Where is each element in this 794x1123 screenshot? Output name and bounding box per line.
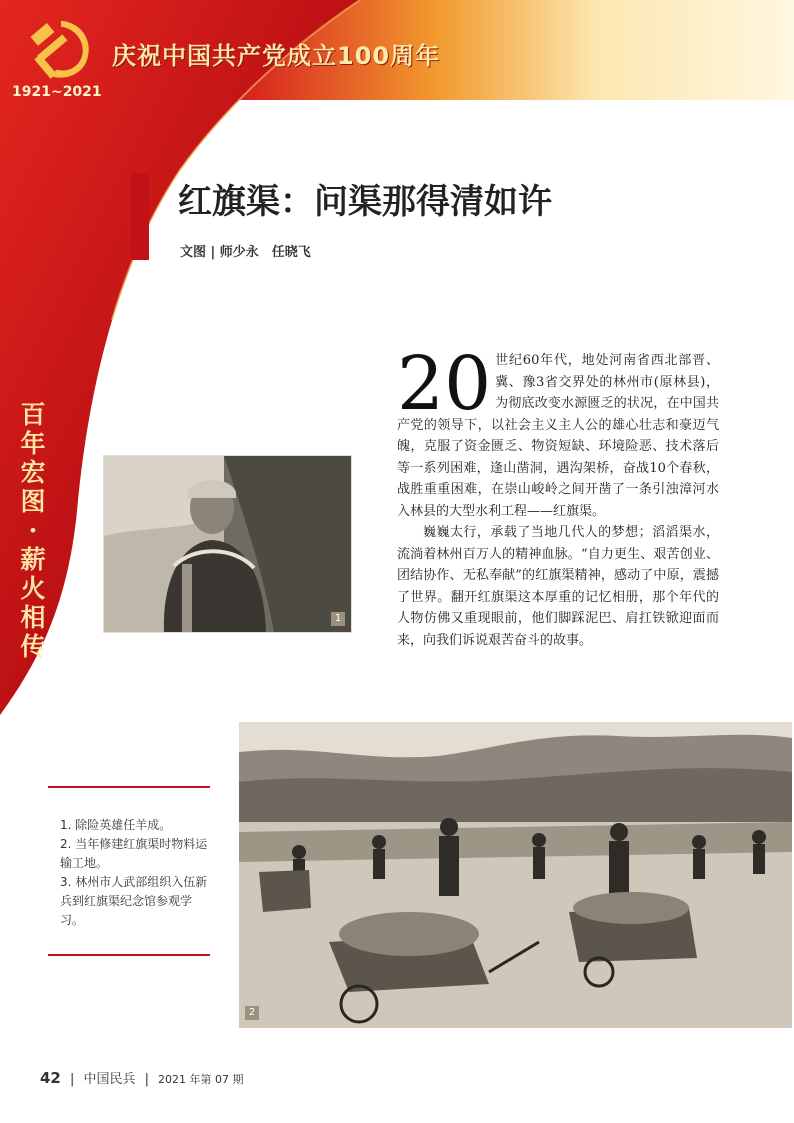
caption-bottom-rule — [48, 954, 210, 956]
construction-site-illustration — [239, 722, 792, 1028]
paragraph-2: 巍巍太行，承载了当地几代人的梦想；滔滔渠水，流淌着林州百万人的精神血脉。“自力更生、艰苦创业、团结协作、无私奉献”的红旗渠精神，感动了中原，震撼了世界。翻开红旗渠这本厚重的记忆相册，那个年代的人物仿佛又重现眼前，他们脚踩泥巴、肩扛铁锨迎面而来，向我们诉说艰苦奋斗的故事。 — [397, 525, 719, 648]
title-accent-bar — [131, 173, 149, 260]
page-footer — [40, 1068, 244, 1087]
photo-hero-portrait — [103, 455, 352, 633]
photo1-badge: 1 — [331, 612, 345, 626]
footer-separator: | — [69, 1072, 75, 1087]
banner-title: 庆祝中国共产党成立100周年 — [112, 42, 441, 70]
article-body — [397, 341, 719, 651]
magazine-name: 中国民兵 — [83, 1072, 136, 1087]
hammer-sickle-icon — [22, 14, 100, 86]
photo-construction-site — [239, 722, 792, 1028]
byline: 文图 | 师少永 任晓飞 — [180, 245, 311, 260]
banner-years: 1921~2021 — [12, 84, 102, 100]
footer-separator: | — [144, 1072, 149, 1087]
caption-item: 1. 除险英雄任羊成。 — [60, 818, 172, 832]
paragraph-1 — [397, 341, 719, 522]
vertical-section-title: 百年宏图·薪火相传 — [20, 400, 46, 661]
dropcap: 20 — [397, 341, 492, 427]
caption-item: 3. 林州市人武部组织入伍新兵到红旗渠纪念馆参观学习。 — [60, 875, 208, 927]
paragraph-1-text: 世纪60年代，地处河南省西北部晋、冀、豫3省交界处的林州市(原林县)，为彻底改变水源匮乏的状况，在中国共产党的领导下，以社会主义主人公的雄心壮志和豪迈气魄，克服了资金匮乏、物资短缺、环境险恶、技术落后等一系列困难，逢山凿洞，遇沟架桥，奋战10个春秋，战胜重重困难，在崇山峻岭之间开凿了一条引浊漳河水入林县的大型水利工程——红旗渠。 — [397, 353, 719, 519]
portrait-illustration — [104, 456, 351, 632]
photo-captions — [48, 786, 210, 956]
issue-number: 2021 年第 07 期 — [158, 1073, 244, 1086]
caption-item: 2. 当年修建红旗渠时物料运输工地。 — [60, 837, 208, 870]
article-title: 红旗渠：问渠那得清如许 — [178, 182, 552, 222]
photo2-badge: 2 — [245, 1006, 259, 1020]
page-number: 42 — [40, 1069, 61, 1087]
